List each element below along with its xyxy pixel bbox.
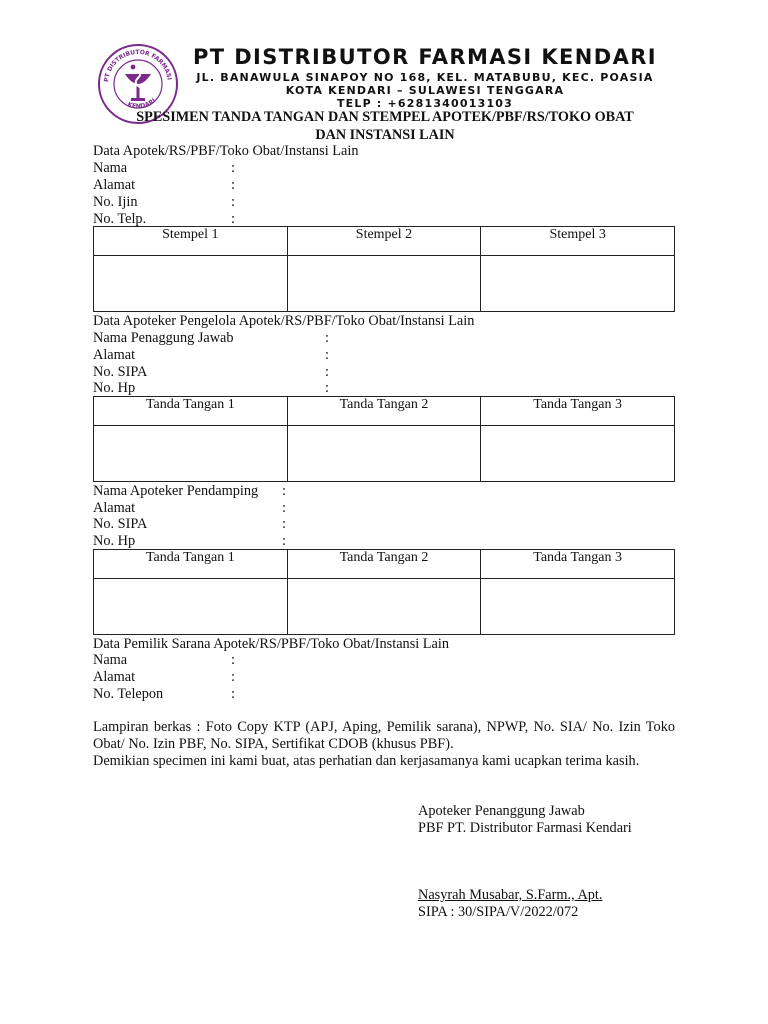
field-label: No. SIPA: [93, 516, 148, 532]
field-label: Alamat: [93, 177, 136, 193]
signature-box: [287, 579, 481, 635]
field-colon: :: [325, 380, 329, 396]
signature-box: [94, 426, 288, 482]
field-colon: :: [282, 483, 286, 499]
stamp-header: Stempel 1: [94, 227, 288, 256]
document-title: [100, 108, 670, 144]
field-label: No. Ijin: [93, 194, 138, 210]
signature-header: Tanda Tangan 3: [481, 550, 675, 579]
field-label: Alamat: [93, 500, 136, 516]
field-label: Nama Penaggung Jawab: [93, 330, 234, 346]
signer-role: Apoteker Penanggung Jawab: [418, 803, 585, 819]
stamp-box: [481, 256, 675, 312]
field-colon: :: [231, 177, 235, 193]
field-colon: :: [282, 516, 286, 532]
title-line-1: SPESIMEN TANDA TANGAN DAN STEMPEL APOTEK/PBF/RS/TOKO OBAT: [136, 109, 634, 125]
company-address-line2: KOTA KENDARI – SULAWESI TENGGARA: [285, 84, 565, 97]
company-phone: TELP : +6281340013103: [336, 97, 514, 110]
stamp-box: [287, 256, 481, 312]
signature-box: [94, 579, 288, 635]
field-label: Alamat: [93, 347, 136, 363]
stamp-table: [93, 226, 675, 312]
signature-header: Tanda Tangan 1: [94, 397, 288, 426]
field-label: Alamat: [93, 669, 136, 685]
field-label: Nama: [93, 652, 128, 668]
signature-header: Tanda Tangan 3: [481, 397, 675, 426]
field-colon: :: [231, 160, 235, 176]
stamp-header: Stempel 3: [481, 227, 675, 256]
signature-table-pendamping: [93, 549, 675, 635]
field-colon: :: [231, 652, 235, 668]
field-label: No. Hp: [93, 533, 136, 549]
title-line-2: DAN INSTANSI LAIN: [315, 127, 455, 143]
signature-box: [481, 579, 675, 635]
signature-box: [481, 426, 675, 482]
field-colon: :: [282, 533, 286, 549]
stamp-header: Stempel 2: [287, 227, 481, 256]
field-colon: :: [325, 347, 329, 363]
signature-box: [287, 426, 481, 482]
signature-header: Tanda Tangan 1: [94, 550, 288, 579]
company-name: PT DISTRIBUTOR FARMASI KENDARI: [192, 45, 658, 69]
field-label: No. SIPA: [93, 364, 148, 380]
closing-note: Demikian specimen ini kami buat, atas perhatian dan kerjasamanya kami ucapkan terima kasih.: [93, 753, 640, 769]
field-colon: :: [231, 686, 235, 702]
svg-text:PT DISTRIBUTOR FARMASI KENDARI: PT DISTRIBUTOR FARMASI: [103, 48, 173, 83]
signer-name: Nasyrah Musabar, S.Farm., Apt.: [418, 887, 603, 903]
svg-text:KENDARI: KENDARI: [126, 97, 157, 111]
section1-heading: Data Apotek/RS/PBF/Toko Obat/Instansi Lain: [93, 143, 359, 159]
section4-heading: Data Pemilik Sarana Apotek/RS/PBF/Toko Obat/Instansi Lain: [93, 636, 449, 652]
signature-header: Tanda Tangan 2: [287, 550, 481, 579]
signature-table-pengelola: [93, 396, 675, 482]
field-colon: :: [282, 500, 286, 516]
field-colon: :: [231, 669, 235, 685]
field-label: No. Telepon: [93, 686, 164, 702]
field-colon: :: [231, 211, 235, 227]
signer-organization: PBF PT. Distributor Farmasi Kendari: [418, 820, 632, 836]
field-label: Nama Apoteker Pendamping: [93, 483, 259, 499]
field-label: Nama: [93, 160, 128, 176]
section2-heading: Data Apoteker Pengelola Apotek/RS/PBF/Toko Obat/Instansi Lain: [93, 313, 475, 329]
company-address-line1: JL. BANAWULA SINAPOY NO 168, KEL. MATABUBU, KEC. POASIA: [196, 71, 654, 84]
field-label: No. Hp: [93, 380, 136, 396]
field-colon: :: [325, 330, 329, 346]
stamp-box: [94, 256, 288, 312]
company-header: [180, 43, 670, 110]
attachment-note: Lampiran berkas : Foto Copy KTP (APJ, Aping, Pemilik sarana), NPWP, No. SIA/ No. Izin Toko Obat/ No. Izin PBF, No. SIPA, Sertifikat CDOB (khusus PBF).: [93, 719, 675, 752]
field-label: No. Telp.: [93, 211, 147, 227]
signature-header: Tanda Tangan 2: [287, 397, 481, 426]
field-colon: :: [231, 194, 235, 210]
signer-sipa: SIPA : 30/SIPA/V/2022/072: [418, 904, 579, 920]
field-colon: :: [325, 364, 329, 380]
